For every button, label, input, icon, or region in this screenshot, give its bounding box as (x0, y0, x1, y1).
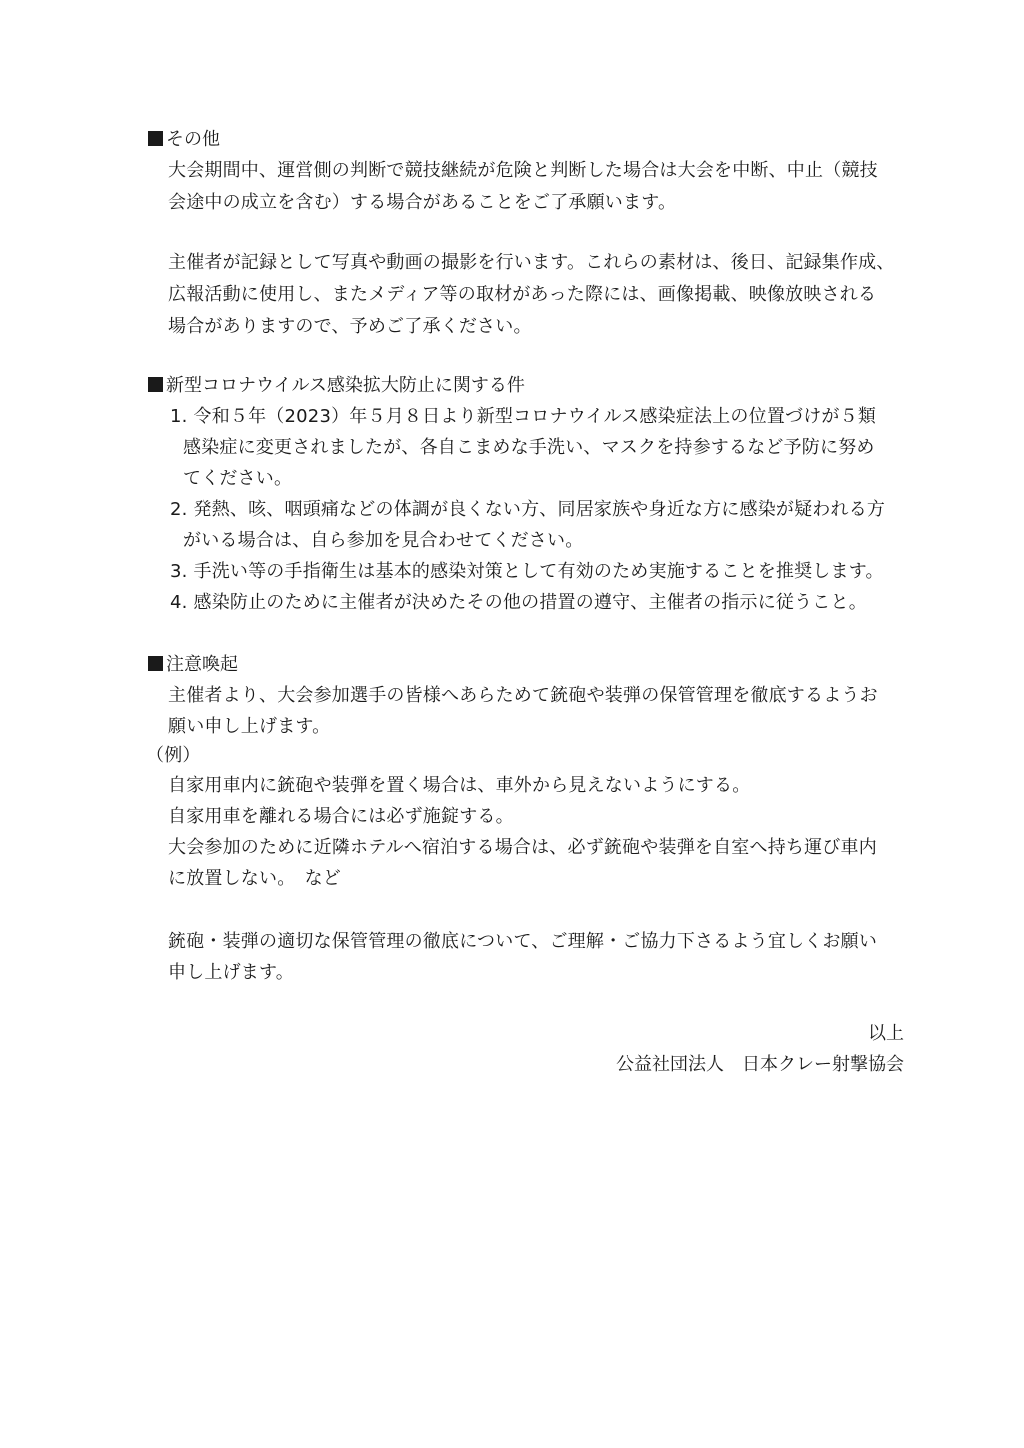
paragraph-line: 会途中の成立を含む）する場合があることをご了承願います。 (168, 192, 677, 213)
list-item: 1. 令和５年（2023）年５月８日より新型コロナウイルス感染症法上の位置づけが５類 (170, 406, 877, 427)
example-label: （例） (146, 745, 201, 766)
square-bullet-icon (148, 377, 163, 392)
paragraph-line: 大会期間中、運営側の判断で競技継続が危険と判断した場合は大会を中断、中止（競技 (168, 160, 878, 181)
paragraph-line: 銃砲・装弾の適切な保管管理の徹底について、ご理解・ご協力下さるよう宜しくお願い (168, 931, 878, 952)
heading-text: その他 (166, 129, 220, 150)
paragraph-line: 願い申し上げます。 (168, 716, 331, 737)
list-item: 3. 手洗い等の手指衛生は基本的感染対策として有効のため実施することを推奨します。 (170, 561, 884, 582)
example-line: 自家用車内に銃砲や装弾を置く場合は、車外から見えないようにする。 (168, 775, 751, 796)
paragraph-line: 主催者より、大会参加選手の皆様へあらためて銃砲や装弾の保管管理を徹底するようお (168, 685, 878, 706)
list-item: 2. 発熱、咳、咽頭痛などの体調が良くない方、同居家族や身近な方に感染が疑われる方 (170, 499, 886, 520)
paragraph-line: 主催者が記録として写真や動画の撮影を行います。これらの素材は、後日、記録集作成、 (168, 252, 895, 273)
square-bullet-icon (148, 656, 163, 671)
example-line: 大会参加のために近隣ホテルへ宿泊する場合は、必ず銃砲や装弾を自室へ持ち運び車内 (168, 837, 877, 858)
section-heading-covid (148, 370, 525, 402)
paragraph-line: 広報活動に使用し、またメディア等の取材があった際には、画像掲載、映像放映される (168, 284, 877, 305)
closing-end: 以上 (868, 1023, 904, 1044)
paragraph-line: 申し上げます。 (168, 962, 294, 983)
list-item-continuation: てください。 (183, 468, 293, 489)
list-item-continuation: がいる場合は、自ら参加を見合わせてください。 (183, 530, 584, 551)
section-heading-caution (148, 649, 238, 681)
organization-name: 公益社団法人 日本クレー射撃協会 (616, 1054, 904, 1075)
list-item-continuation: 感染症に変更されましたが、各自こまめな手洗い、マスクを持参するなど予防に努め (183, 437, 875, 458)
example-line: 自家用車を離れる場合には必ず施錠する。 (168, 806, 514, 827)
square-bullet-icon (148, 131, 163, 146)
heading-text: 注意喚起 (166, 654, 238, 675)
list-item: 4. 感染防止のために主催者が決めたその他の措置の遵守、主催者の指示に従うこと。 (170, 592, 867, 613)
example-line: に放置しない。 など (168, 868, 341, 889)
paragraph-line: 場合がありますので、予めご了承ください。 (168, 316, 532, 337)
section-heading-other (148, 124, 220, 156)
heading-text: 新型コロナウイルス感染拡大防止に関する件 (166, 375, 525, 396)
